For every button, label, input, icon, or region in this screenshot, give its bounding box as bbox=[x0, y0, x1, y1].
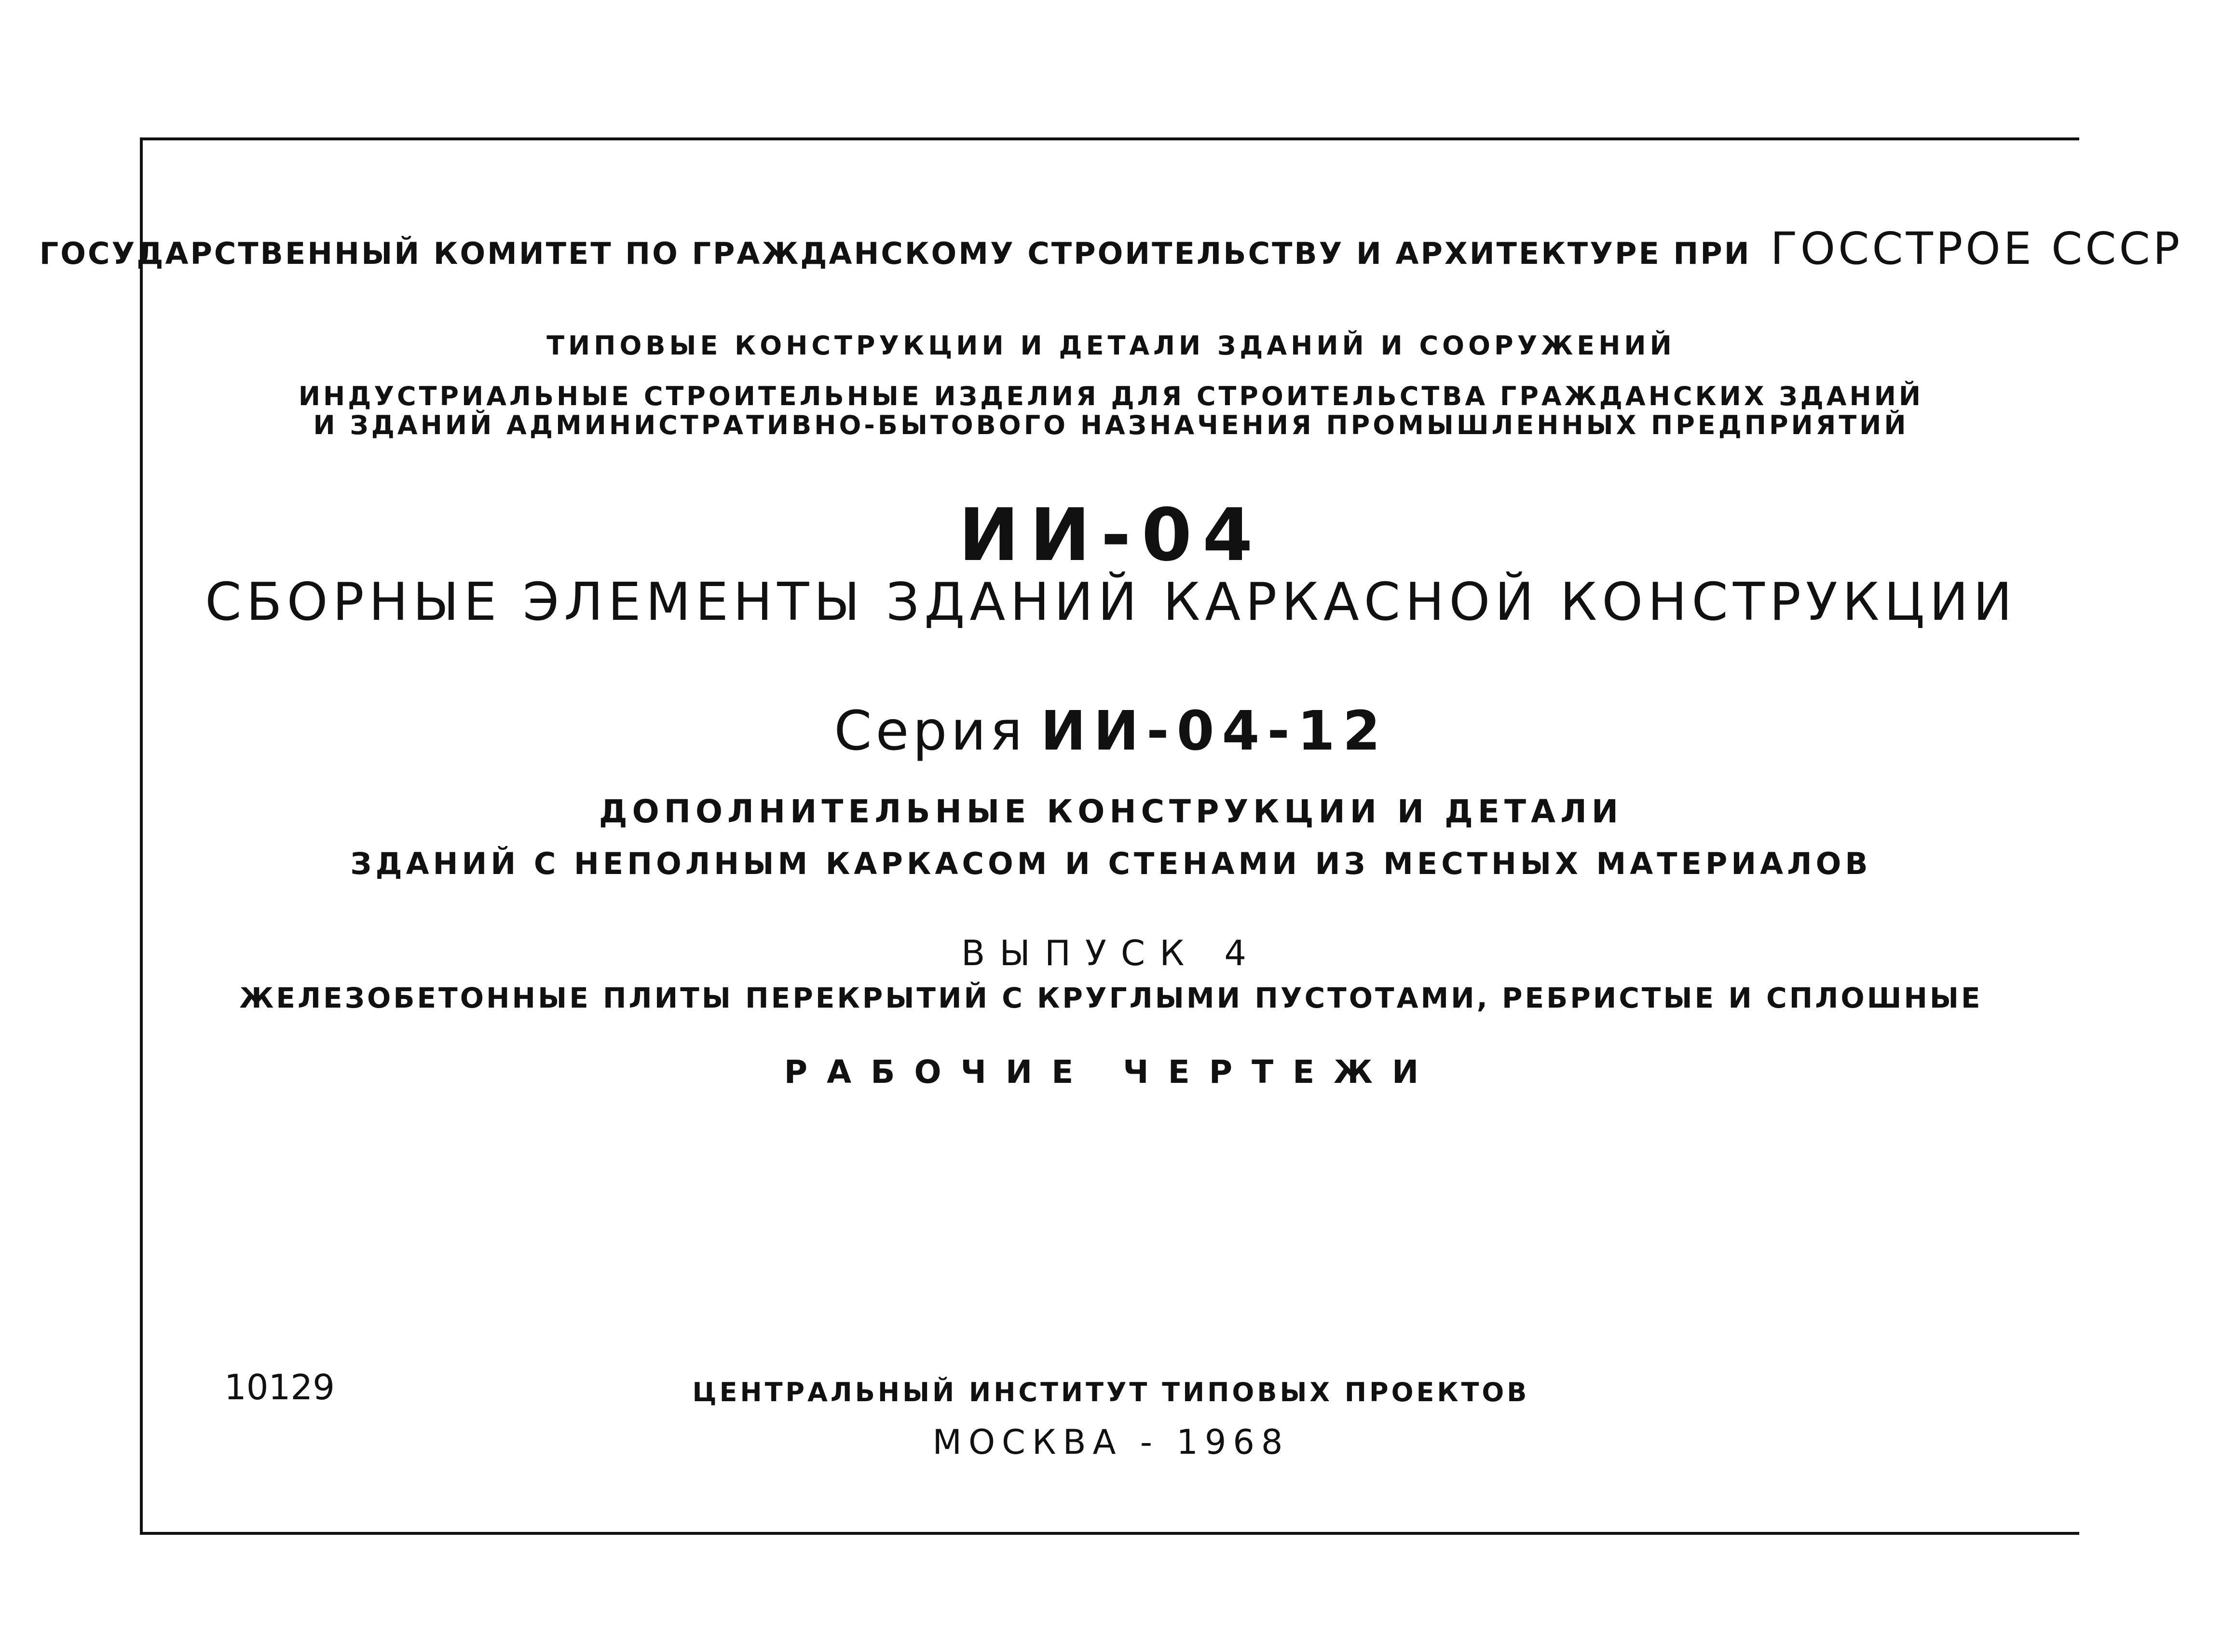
additional-line-2: ЗДАНИЙ С НЕПОЛНЫМ КАРКАСОМ И СТЕНАМИ ИЗ МЕСТНЫХ МАТЕРИАЛОВ bbox=[350, 846, 1872, 881]
typical-structures-line: ТИПОВЫЕ КОНСТРУКЦИИ И ДЕТАЛИ ЗДАНИЙ И СООРУЖЕНИЙ bbox=[546, 330, 1676, 361]
document-number: 10129 bbox=[224, 1367, 335, 1407]
ministry-text: ГОСУДАРСТВЕННЫЙ КОМИТЕТ ПО ГРАЖДАНСКОМУ СТРОИТЕЛЬСТВУ И АРХИТЕКТУРЕ ПРИ bbox=[39, 236, 1751, 271]
series-number: ИИ-04-12 bbox=[1040, 700, 1388, 763]
issue-subtitle: ЖЕЛЕЗОБЕТОННЫЕ ПЛИТЫ ПЕРЕКРЫТИЙ С КРУГЛЫМИ ПУСТОТАМИ, РЕБРИСТЫЕ И СПЛОШНЫЕ bbox=[239, 982, 1983, 1014]
city-year: МОСКВА - 1968 bbox=[932, 1422, 1290, 1462]
additional-line-1: ДОПОЛНИТЕЛЬНЫЕ КОНСТРУКЦИИ И ДЕТАЛИ bbox=[599, 793, 1623, 830]
ministry-gosstroy: ГОССТРОЕ СССР bbox=[1770, 223, 2183, 274]
industrial-line-2: И ЗДАНИЙ АДМИНИСТРАТИВНО-БЫТОВОГО НАЗНАЧЕНИЯ ПРОМЫШЛЕННЫХ ПРЕДПРИЯТИЙ bbox=[313, 410, 1909, 440]
issue-heading: ВЫПУСК 4 bbox=[961, 933, 1261, 973]
document-code: ИИ-04 bbox=[958, 493, 1264, 577]
series-line bbox=[0, 700, 2222, 763]
working-drawings: РАБОЧИЕ ЧЕРТЕЖИ bbox=[784, 1053, 1438, 1091]
ministry-line bbox=[0, 223, 2222, 274]
series-label: Серия bbox=[834, 700, 1026, 763]
institute-name: ЦЕНТРАЛЬНЫЙ ИНСТИТУТ ТИПОВЫХ ПРОЕКТОВ bbox=[692, 1377, 1530, 1407]
industrial-line-1: ИНДУСТРИАЛЬНЫЕ СТРОИТЕЛЬНЫЕ ИЗДЕЛИЯ ДЛЯ СТРОИТЕЛЬСТВА ГРАЖДАНСКИХ ЗДАНИЙ bbox=[298, 381, 1924, 411]
document-title: СБОРНЫЕ ЭЛЕМЕНТЫ ЗДАНИЙ КАРКАСНОЙ КОНСТРУКЦИИ bbox=[205, 572, 2017, 632]
